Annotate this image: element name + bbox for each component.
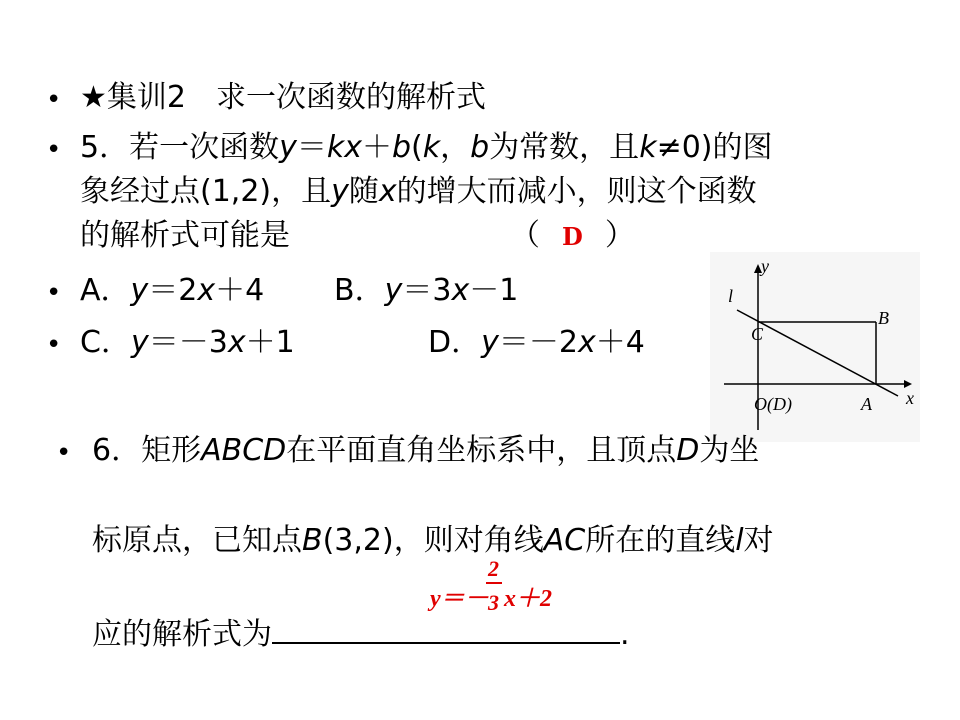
bullet: • bbox=[46, 278, 62, 308]
option-b: B．y＝3x－1 bbox=[334, 273, 519, 308]
point-a-label: A bbox=[861, 394, 872, 414]
q5-line-3: 的解析式可能是 bbox=[80, 218, 290, 253]
point-o-label: O(D) bbox=[754, 394, 792, 414]
fraction-bar bbox=[486, 582, 502, 584]
q5-line-1: 5．若一次函数y＝kx＋b(k，b为常数，且k≠0)的图 bbox=[80, 130, 773, 165]
q6-answer-denominator: 3 bbox=[488, 590, 499, 615]
option-c: C．y＝－3x＋1 bbox=[80, 325, 295, 360]
q6-line-1: 6．矩形ABCD在平面直角坐标系中，且顶点D为坐 bbox=[92, 433, 760, 468]
q5-line-2: 象经过点(1,2)，且y随x的增大而减小，则这个函数 bbox=[80, 174, 757, 209]
q6-answer-numerator: 2 bbox=[488, 556, 499, 581]
point-c-label: C bbox=[751, 324, 764, 344]
bullet: • bbox=[46, 85, 62, 115]
coordinate-figure bbox=[710, 252, 920, 442]
bullet: • bbox=[56, 438, 72, 468]
q6-answer-lhs: y＝－ bbox=[430, 586, 489, 612]
option-d: D．y＝－2x＋4 bbox=[428, 325, 645, 360]
point-b-label: B bbox=[878, 308, 889, 328]
line-l-label: l bbox=[728, 286, 734, 306]
bullet: • bbox=[46, 330, 62, 360]
bullet: • bbox=[46, 135, 62, 165]
y-axis-label: y bbox=[761, 256, 769, 276]
q6-line-2: 标原点，已知点B(3,2)，则对角线AC所在的直线l对 bbox=[92, 523, 774, 558]
q5-answer-bracket: （ D ） bbox=[510, 218, 635, 253]
answer-blank bbox=[272, 614, 620, 644]
q5-answer: D bbox=[562, 222, 583, 251]
q6-answer-rhs: x＋2 bbox=[504, 586, 552, 612]
q6-line-3: 应的解析式为 . bbox=[92, 614, 630, 655]
x-axis-label: x bbox=[906, 388, 914, 408]
section-heading: ★集训2 求一次函数的解析式 bbox=[80, 80, 486, 115]
option-a: A．y＝2x＋4 bbox=[80, 273, 265, 308]
